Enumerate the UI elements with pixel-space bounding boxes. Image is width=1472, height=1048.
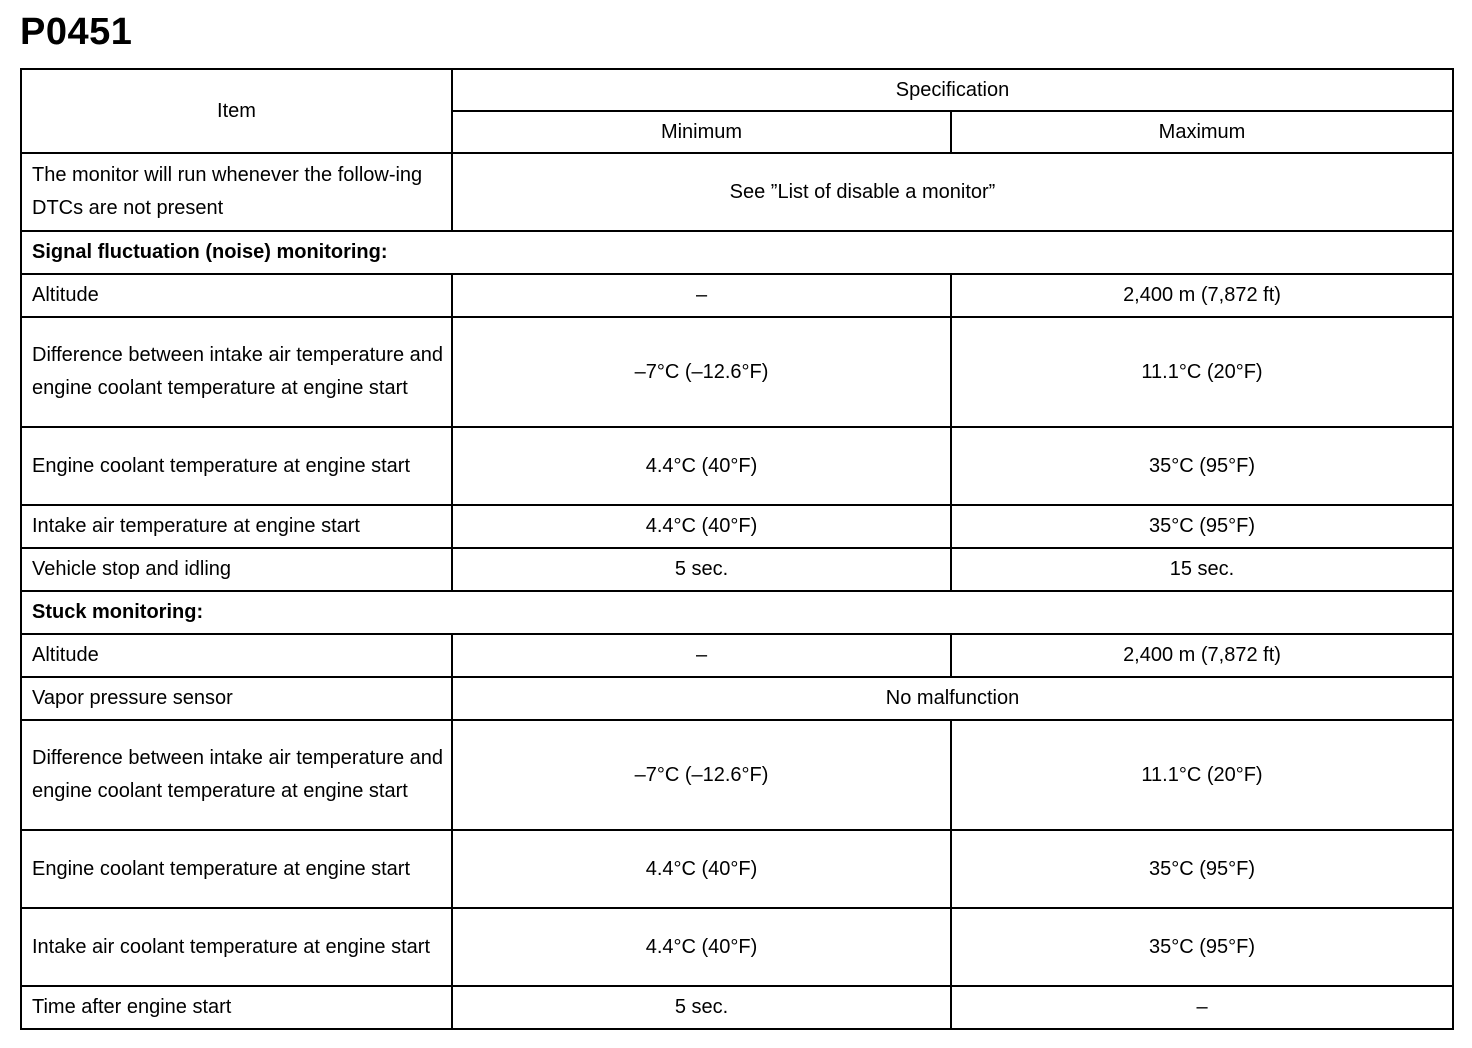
row-max: – <box>951 986 1453 1029</box>
table-row <box>21 908 1453 986</box>
row-spec-span: No malfunction <box>452 677 1453 720</box>
row-min: 4.4°C (40°F) <box>452 505 951 548</box>
row-max: 11.1°C (20°F) <box>951 720 1453 830</box>
section-heading: Signal fluctuation (noise) monitoring: <box>21 231 1453 274</box>
table-row <box>21 153 1453 231</box>
minimum-header: Minimum <box>452 111 951 153</box>
row-max: 11.1°C (20°F) <box>951 317 1453 427</box>
row-max: 35°C (95°F) <box>951 830 1453 908</box>
section-row <box>21 231 1453 274</box>
row-item: Altitude <box>21 634 452 677</box>
maximum-header: Maximum <box>951 111 1453 153</box>
section-heading: Stuck monitoring: <box>21 591 1453 634</box>
table-row <box>21 274 1453 317</box>
section-row <box>21 591 1453 634</box>
row-item: Engine coolant temperature at engine start <box>21 427 452 505</box>
item-header: Item <box>21 69 452 153</box>
row-min: –7°C (–12.6°F) <box>452 317 951 427</box>
specification-header: Specification <box>452 69 1453 111</box>
row-max: 15 sec. <box>951 548 1453 591</box>
table-row <box>21 677 1453 720</box>
row-item: Vehicle stop and idling <box>21 548 452 591</box>
row-item: Engine coolant temperature at engine start <box>21 830 452 908</box>
row-item: Vapor pressure sensor <box>21 677 452 720</box>
row-min: 5 sec. <box>452 986 951 1029</box>
row-item: Altitude <box>21 274 452 317</box>
row-item: Time after engine start <box>21 986 452 1029</box>
table-row <box>21 427 1453 505</box>
table-row <box>21 317 1453 427</box>
row-min: – <box>452 634 951 677</box>
table-row <box>21 986 1453 1029</box>
table-row <box>21 720 1453 830</box>
row-min: – <box>452 274 951 317</box>
table-row <box>21 548 1453 591</box>
spec-table <box>20 68 1454 1030</box>
row-item: Intake air coolant temperature at engine start <box>21 908 452 986</box>
row-max: 35°C (95°F) <box>951 505 1453 548</box>
row-min: 4.4°C (40°F) <box>452 908 951 986</box>
row-min: –7°C (–12.6°F) <box>452 720 951 830</box>
row-max: 2,400 m (7,872 ft) <box>951 274 1453 317</box>
row-max: 2,400 m (7,872 ft) <box>951 634 1453 677</box>
row-min: 4.4°C (40°F) <box>452 830 951 908</box>
row-spec-span: See ”List of disable a monitor” <box>452 153 1453 231</box>
header-row <box>21 69 1453 111</box>
table-row <box>21 830 1453 908</box>
row-item: Difference between intake air temperature and engine coolant temperature at engine start <box>21 317 452 427</box>
row-max: 35°C (95°F) <box>951 908 1453 986</box>
table-row <box>21 505 1453 548</box>
row-item: Intake air temperature at engine start <box>21 505 452 548</box>
row-min: 4.4°C (40°F) <box>452 427 951 505</box>
row-item: The monitor will run whenever the follow-ing DTCs are not present <box>21 153 452 231</box>
row-item: Difference between intake air temperature and engine coolant temperature at engine start <box>21 720 452 830</box>
table-row <box>21 634 1453 677</box>
page-title: P0451 <box>20 11 133 53</box>
row-min: 5 sec. <box>452 548 951 591</box>
row-max: 35°C (95°F) <box>951 427 1453 505</box>
